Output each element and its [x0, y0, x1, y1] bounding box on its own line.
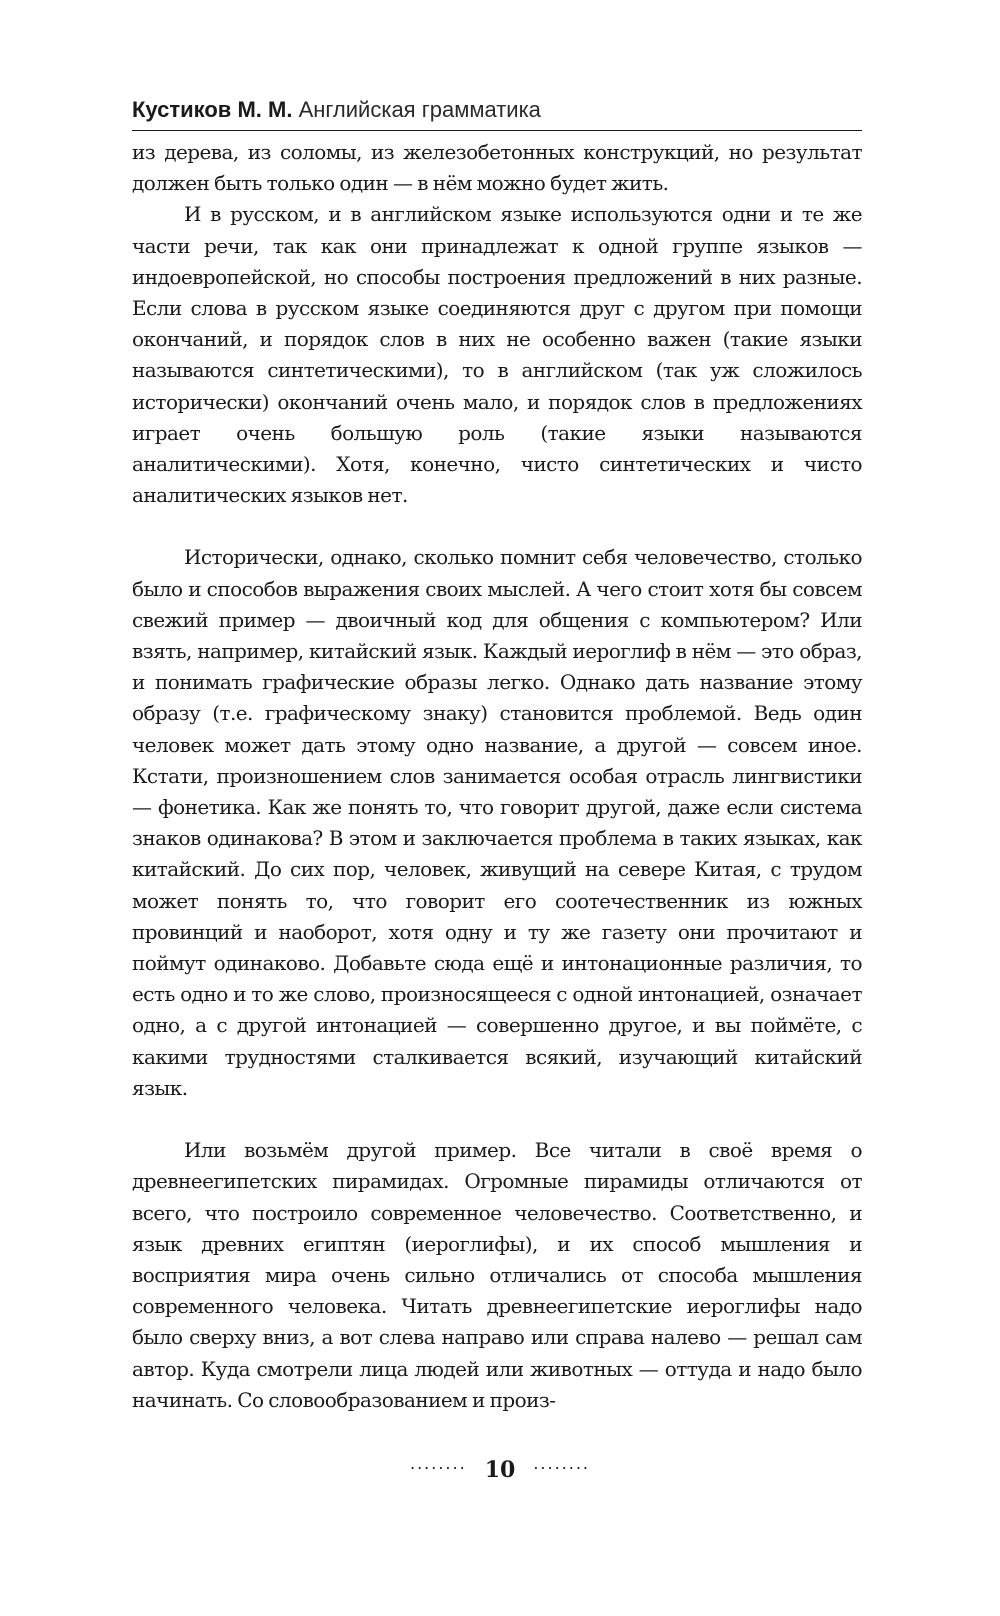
footer-dots-right: ........	[533, 1453, 590, 1473]
running-header	[132, 94, 862, 131]
header-title: Английская грамматика	[298, 97, 541, 122]
paragraph-chinese: Исторически, однако, сколько помнит себя человечество, столько было и способов выражения своих мыслей. А чего стоит хотя бы совсем свежий пример — двоичный код для общения с компьютером? Или взять, например, китайский язык. Каждый иероглиф в нём — это образ, и понимать графические образы легко. Однако дать название этому образу (т.е. графическому знаку) становится проблемой. Ведь один человек может дать этому одно название, а другой — совсем иное. Кстати, произношением слов занимается особая отрасль лингвистики — фонетика. Как же понять то, что говорит другой, даже если система знаков одинакова? В этом и заключается проблема в таких языках, как китайский. До сих пор, человек, живущий на севере Китая, с трудом может понять то, что говорит его соотечественник из южных провинций и наоборот, хотя одну и ту же газету они прочитают и поймут одинаково. Добавьте сюда ещё и интонационные различия, то есть одно и то же слово, произносящееся с одной интонацией, означает одно, а с другой интонацией — совершенно другое, и вы поймёте, с какими трудностями сталкивается всякий, изучающий китайский язык.	[132, 545, 862, 1100]
page-number: 10	[484, 1457, 516, 1483]
header-author: Кустиков М. М.	[132, 97, 293, 122]
paragraph-egyptian: Или возьмём другой пример. Все читали в своё время о древнеегипетских пирамидах. Огромные пирамиды отличаются от всего, что построило современное человечество. Соответственно, и язык древних египтян (иероглифы), и их способ мышления и восприятия мира очень сильно отличались от способа мышления современного человека. Читать древнеегипетские иероглифы надо было сверху вниз, а вот слева направо или справа налево — решал сам автор. Куда смотрели лица людей или животных — оттуда и надо было начинать. Со словообразованием и произ-	[132, 1138, 862, 1412]
body-text	[132, 137, 862, 1416]
paragraph-languages: И в русском, и в английском языке используются одни и те же части речи, так как они принадлежат к одной группе языков — индоевропейской, но способы построения предложений в них разные. Если слова в русском языке соединяются друг с другом при помощи окончаний, и порядок слов в них не особенно важен (такие языки называются синтетическими), то в английском (так уж сложилось исторически) окончаний очень мало, и порядок слов в предложениях играет очень большую роль (такие языки называются аналитическими). Хотя, конечно, чисто синтетических и чисто аналитических языков нет.	[132, 202, 862, 508]
footer-dots-left: ........	[410, 1453, 467, 1473]
book-page	[132, 94, 862, 1416]
paragraph-continued: из дерева, из соломы, из железобетонных конструкций, но результат должен быть только один — в нём можно будет жить.	[132, 140, 862, 196]
page-footer	[0, 1453, 1000, 1483]
